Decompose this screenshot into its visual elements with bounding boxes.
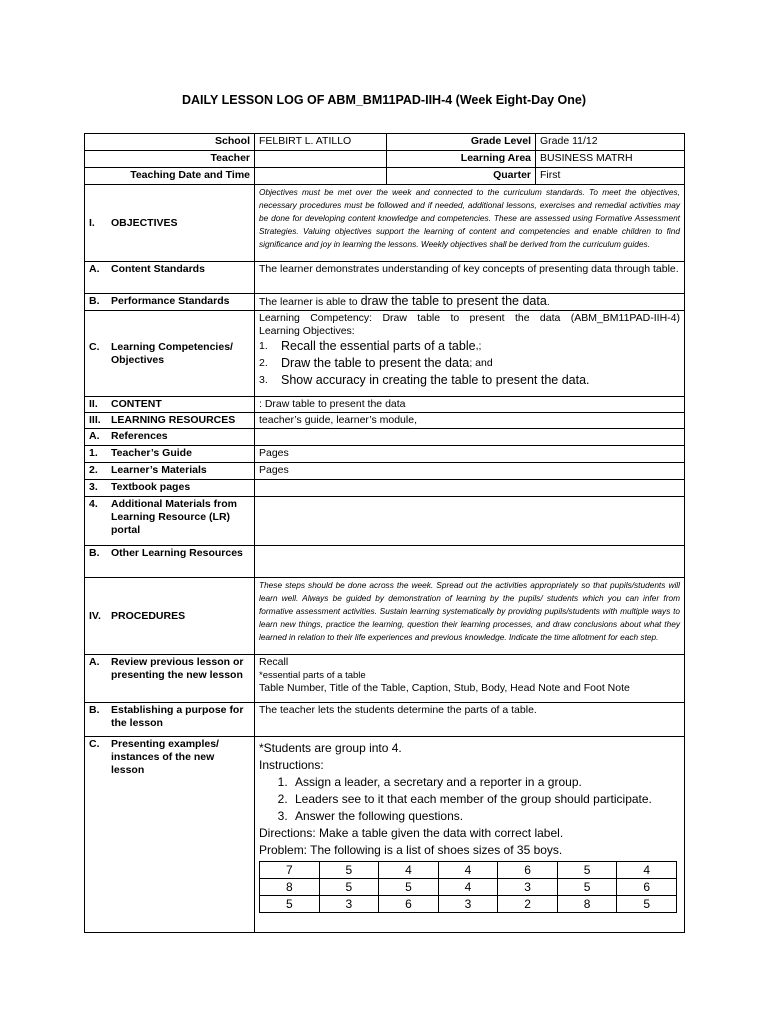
review-label: Review previous lesson or presenting the new lesson <box>111 656 244 681</box>
review-label-wrap <box>89 656 250 682</box>
school-value: FELBIRT L. ATILLO <box>255 134 387 151</box>
objectives-label: OBJECTIVES <box>111 216 178 229</box>
shoe-size-cell: 8 <box>260 879 320 896</box>
additional-materials-label-cell <box>85 497 255 546</box>
content-label-cell <box>85 397 255 413</box>
procedures-label-cell <box>85 578 255 655</box>
shoe-size-cell: 6 <box>379 896 439 913</box>
competencies-label-cell <box>85 311 255 397</box>
grade-level-value: Grade 11/12 <box>536 134 685 151</box>
purpose-label-cell <box>85 703 255 737</box>
shoe-sizes-table <box>259 861 677 913</box>
teaching-date-label: Teaching Date and Time <box>85 168 255 185</box>
quarter-label: Quarter <box>387 168 536 185</box>
shoe-size-cell: 5 <box>319 862 379 879</box>
performance-standards-label: Performance Standards <box>111 295 230 307</box>
teaching-date-value <box>255 168 387 185</box>
objective-item <box>259 357 680 370</box>
shoe-size-cell: 8 <box>557 896 617 913</box>
learning-resources-row <box>85 413 685 429</box>
other-resources-label-cell <box>85 546 255 578</box>
section-number: A. <box>89 263 100 275</box>
examples-row <box>85 737 685 933</box>
objective-text: Recall the essential parts of a table <box>281 339 476 353</box>
textbook-row <box>85 480 685 497</box>
purpose-text: The teacher lets the students determine the parts of a table. <box>255 703 685 737</box>
content-standards-label-cell <box>85 262 255 294</box>
objectives-row <box>85 185 685 262</box>
objectives-text: Objectives must be met over the week and connected to the curriculum standards. To meet the objectives, necessary procedures must be followed and if needed, additional lessons, exercises and remedial activities may be done for developing content knowledge and competencies. These are assessed using Formative Assessment Strategies. Valuing objectives support the learning of content and competencies and enable children to find significance and joy in learning the lessons. Weekly objectives shall be derived from the curriculum guides. <box>255 185 685 262</box>
performance-text-b: draw the table to present the data <box>360 294 547 308</box>
review-line: *essential parts of a table <box>259 670 366 681</box>
learning-resources-text: teacher’s guide, learner’s module, <box>255 413 685 429</box>
section-number: B. <box>89 295 100 307</box>
procedures-text: These steps should be done across the week. Spread out the activities appropriately so that pupils/students will learn well. Always be guided by demonstration of learning by the pupils/ students which you can infer from formative assessment activities. Sustain learning systematically by providing pupils/students with multiple ways to learn new things, practice the learning, question their learning processes, and draw conclusions about what they learned in relation to their life experiences and previous knowledge. Indicate the time allotment for each step. <box>255 578 685 655</box>
teachers-guide-row <box>85 446 685 463</box>
objective-item <box>259 340 680 353</box>
teachers-guide-text: Pages <box>255 446 685 463</box>
content-text: : Draw table to present the data <box>255 397 685 413</box>
objectives-heading: Learning Objectives: <box>259 325 355 337</box>
learners-materials-row <box>85 463 685 480</box>
shoe-size-cell: 3 <box>319 896 379 913</box>
performance-text-c: . <box>546 296 550 308</box>
procedures-row <box>85 578 685 655</box>
objective-suffix: ,; <box>475 340 482 352</box>
additional-materials-row <box>85 497 685 546</box>
instruction-step: 3. Answer the following questions. <box>291 808 680 825</box>
directions-line: Directions: Make a table given the data with correct label. <box>259 826 564 840</box>
competency-line: Learning Competency: Draw table to present the data (ABM_BM11PAD-IIH-4) <box>259 312 680 324</box>
competencies-text <box>255 311 685 397</box>
content-row <box>85 397 685 413</box>
learning-area-label: Learning Area <box>387 151 536 168</box>
textbook-text <box>255 480 685 497</box>
teachers-guide-label: Teacher’s Guide <box>111 447 192 459</box>
review-line: Table Number, Title of the Table, Caption, Stub, Body, Head Note and Foot Note <box>259 682 630 694</box>
other-resources-text <box>255 546 685 578</box>
shoe-size-cell: 5 <box>557 879 617 896</box>
objective-number: 2. <box>259 357 268 369</box>
quarter-value: First <box>536 168 685 185</box>
objective-text: Show accuracy in creating the table to present the data. <box>281 373 590 387</box>
teacher-label: Teacher <box>85 151 255 168</box>
content-standards-row <box>85 262 685 294</box>
shoe-sizes-row <box>260 862 677 879</box>
instruction-step: 2. Leaders see to it that each member of the group should participate. <box>291 791 680 808</box>
shoe-size-cell: 5 <box>617 896 677 913</box>
references-label: References <box>111 430 168 442</box>
examples-label-wrap <box>89 738 250 777</box>
objective-item <box>259 374 680 387</box>
section-number: IV. <box>89 609 101 622</box>
shoe-size-cell: 4 <box>438 862 498 879</box>
additional-materials-wrap <box>89 498 250 537</box>
school-label: School <box>85 134 255 151</box>
learners-materials-label: Learner’s Materials <box>111 464 207 476</box>
review-label-cell <box>85 655 255 703</box>
textbook-label: Textbook pages <box>111 481 191 493</box>
examples-label: Presenting examples/ instances of the new lesson <box>111 738 219 776</box>
section-number: A. <box>89 656 100 668</box>
learners-materials-label-cell <box>85 463 255 480</box>
document-title: DAILY LESSON LOG OF ABM_BM11PAD-IIH-4 (Week Eight-Day One) <box>182 93 586 107</box>
examples-label-cell <box>85 737 255 933</box>
other-resources-wrap <box>89 547 250 560</box>
shoe-size-cell: 5 <box>557 862 617 879</box>
section-number: B. <box>89 704 100 716</box>
shoe-size-cell: 5 <box>260 896 320 913</box>
teachers-guide-label-cell <box>85 446 255 463</box>
performance-standards-text <box>255 294 685 311</box>
objective-suffix: ; and <box>469 357 493 369</box>
learning-resources-label-cell <box>85 413 255 429</box>
review-row <box>85 655 685 703</box>
additional-materials-text <box>255 497 685 546</box>
procedures-label: PROCEDURES <box>111 609 186 622</box>
content-standards-label: Content Standards <box>111 263 205 275</box>
grade-level-label: Grade Level <box>387 134 536 151</box>
objective-number: 1. <box>259 340 268 352</box>
purpose-label-wrap <box>89 704 250 730</box>
shoe-size-cell: 6 <box>617 879 677 896</box>
section-number: A. <box>89 430 100 442</box>
content-label: CONTENT <box>111 398 162 410</box>
shoe-size-cell: 7 <box>260 862 320 879</box>
shoe-size-cell: 4 <box>438 879 498 896</box>
section-number: 4. <box>89 498 98 510</box>
section-number: 2. <box>89 464 98 476</box>
references-row <box>85 429 685 446</box>
performance-standards-label-cell <box>85 294 255 311</box>
shoe-size-cell: 5 <box>379 879 439 896</box>
objectives-label-cell <box>85 185 255 262</box>
purpose-label: Establishing a purpose for the lesson <box>111 704 244 729</box>
header-row-teacher <box>85 151 685 168</box>
section-number: 3. <box>89 481 98 493</box>
header-row-date <box>85 168 685 185</box>
performance-text-a: The learner is able to <box>259 296 361 308</box>
instruction-steps <box>259 774 680 825</box>
content-standards-text: The learner demonstrates understanding of key concepts of presenting data through table. <box>255 262 685 294</box>
section-number: I. <box>89 216 95 229</box>
performance-standards-row <box>85 294 685 311</box>
teacher-value <box>255 151 387 168</box>
examples-line: Instructions: <box>259 758 324 772</box>
section-number: C. <box>89 340 100 353</box>
references-text <box>255 429 685 446</box>
additional-materials-label: Additional Materials from Learning Resource (LR) portal <box>111 498 238 536</box>
review-text <box>255 655 685 703</box>
lesson-log-table <box>84 133 685 933</box>
shoe-sizes-row <box>260 896 677 913</box>
other-resources-label: Other Learning Resources <box>111 547 243 559</box>
learning-resources-label: LEARNING RESOURCES <box>111 414 236 426</box>
shoe-size-cell: 4 <box>617 862 677 879</box>
shoe-size-cell: 3 <box>438 896 498 913</box>
shoe-size-cell: 4 <box>379 862 439 879</box>
learning-area-value: BUSINESS MATRH <box>536 151 685 168</box>
references-label-cell <box>85 429 255 446</box>
shoe-sizes-row <box>260 879 677 896</box>
other-resources-row <box>85 546 685 578</box>
review-line: Recall <box>259 656 289 668</box>
section-number: II. <box>89 398 98 410</box>
textbook-label-cell <box>85 480 255 497</box>
competencies-label-wrap <box>89 341 250 367</box>
learners-materials-text: Pages <box>255 463 685 480</box>
objective-number: 3. <box>259 374 268 386</box>
section-number: III. <box>89 414 101 426</box>
examples-text <box>255 737 685 933</box>
header-row-school <box>85 134 685 151</box>
section-number: 1. <box>89 447 98 459</box>
problem-line: Problem: The following is a list of shoes sizes of 35 boys. <box>259 843 563 857</box>
instruction-step: 1. Assign a leader, a secretary and a reporter in a group. <box>291 774 680 791</box>
section-number: C. <box>89 738 100 750</box>
competencies-row <box>85 311 685 397</box>
competencies-label: Learning Competencies/ Objectives <box>111 340 233 366</box>
purpose-row <box>85 703 685 737</box>
examples-line: *Students are group into 4. <box>259 741 402 755</box>
shoe-size-cell: 6 <box>498 862 558 879</box>
shoe-size-cell: 2 <box>498 896 558 913</box>
objective-text: Draw the table to present the data <box>281 356 470 370</box>
shoe-size-cell: 5 <box>319 879 379 896</box>
shoe-size-cell: 3 <box>498 879 558 896</box>
section-number: B. <box>89 547 100 559</box>
